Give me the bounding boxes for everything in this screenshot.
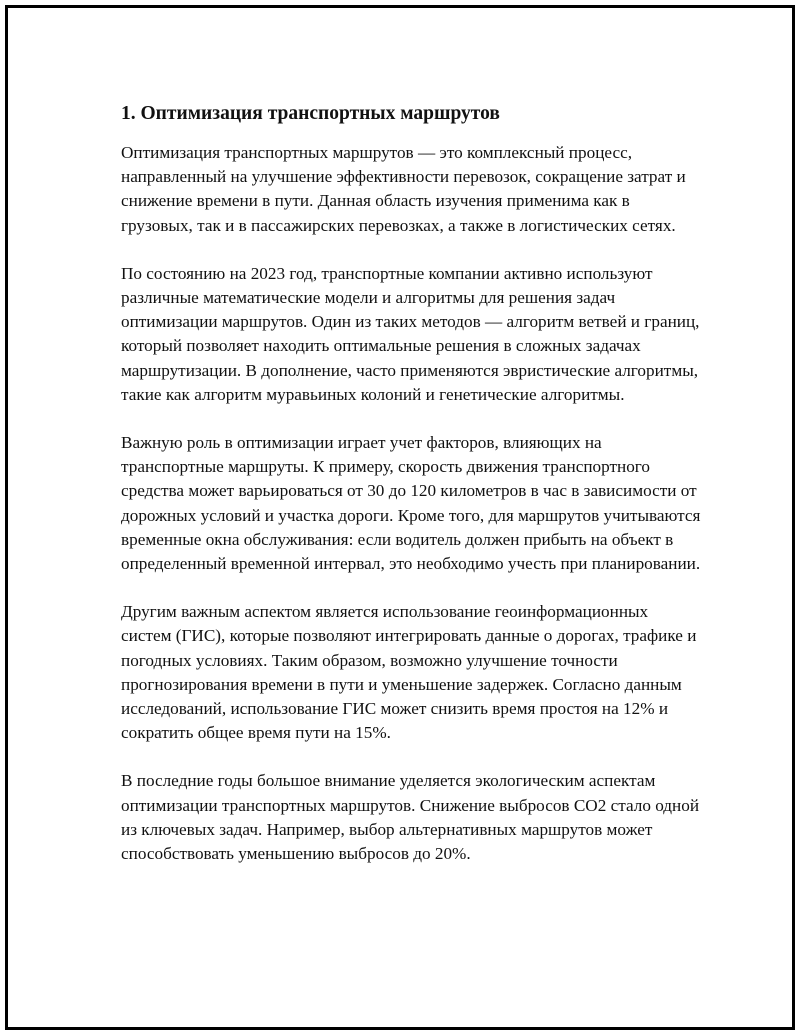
page-frame — [5, 5, 795, 1030]
paragraph-ecology: В последние годы большое внимание уделяется экологическим аспектам оптимизации транспортных маршрутов. Снижение выбросов CO2 стало одной из ключевых задач. Например, выбор альтернативных маршрутов может способствовать уменьшению выбросов до 20%. — [121, 771, 700, 864]
paragraph-gis: Другим важным аспектом является использование геоинформационных систем (ГИС), которые позволяют интегрировать данные о дорогах, трафике и погодных условиях. Таким образом, возможно улучшение точности прогнозирования времени в пути и уменьшение задержек. Согласно данным исследований, использование ГИС может снизить время простоя на 12% и сократить общее время пути на 15%. — [121, 602, 697, 743]
paragraph-intro: Оптимизация транспортных маршрутов — это комплексный процесс, направленный на улучшение эффективности перевозок, сокращение затрат и снижение времени в пути. Данная область изучения применима как в грузовых, так и в пассажирских перевозках, а также в логистических сетях. — [121, 143, 686, 235]
document-body — [121, 100, 701, 890]
paragraph-algorithms: По состоянию на 2023 год, транспортные компании активно используют различные математические модели и алгоритмы для решения задач оптимизации маршрутов. Один из таких методов — алгоритм ветвей и границ, который позволяет находить оптимальные решения в сложных задачах маршрутизации. В дополнение, часто применяются эвристические алгоритмы, такие как алгоритм муравьиных колоний и генетические алгоритмы. — [121, 263, 700, 404]
section-heading: 1. Оптимизация транспортных маршрутов — [121, 103, 500, 124]
paragraph-route-factors: Важную роль в оптимизации играет учет факторов, влияющих на транспортные маршруты. К примеру, скорость движения транспортного средства может варьироваться от 30 до 120 километров в час в зависимости от дорожных условий и участка дороги. Кроме того, для маршрутов учитываются временные окна обслуживания: если водитель должен прибыть на объект в определенный временной интервал, это необходимо учесть при планировании. — [121, 433, 701, 574]
